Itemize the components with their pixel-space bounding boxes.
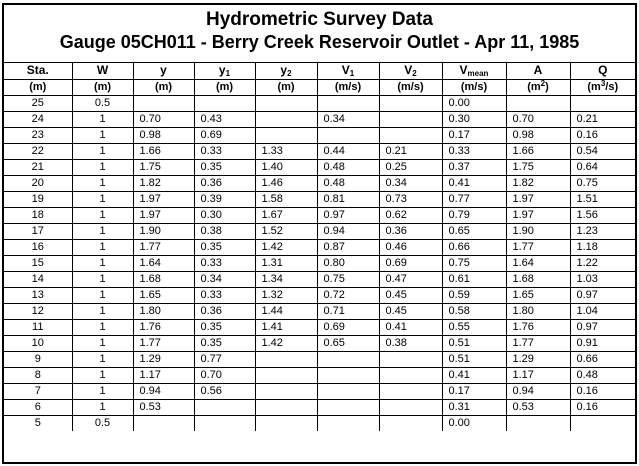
- column-unit-label: (m/s): [334, 80, 362, 93]
- cell-sta: 16: [4, 239, 72, 255]
- column-header-w: [72, 63, 133, 79]
- cell-a: 1.65: [506, 287, 570, 303]
- cell-w: 1: [72, 367, 133, 383]
- cell-vmean: 0.58: [442, 303, 506, 319]
- table-row: [4, 175, 635, 191]
- cell-y: 1.97: [133, 191, 194, 207]
- column-unit-tail: /s): [605, 80, 619, 93]
- column-header-q: [570, 63, 635, 79]
- cell-q: 0.91: [570, 335, 635, 351]
- cell-y: 0.94: [133, 383, 194, 399]
- table-row: [4, 287, 635, 303]
- column-header-y: [133, 63, 194, 79]
- table-title: Hydrometric Survey Data: [205, 9, 434, 30]
- cell-a: [506, 415, 570, 431]
- cell-y1: 0.34: [194, 271, 255, 287]
- cell-v2: 0.46: [379, 239, 442, 255]
- cell-v1: 0.65: [317, 335, 379, 351]
- cell-q: 0.66: [570, 351, 635, 367]
- cell-a: 1.17: [506, 367, 570, 383]
- table-row: [4, 143, 635, 159]
- cell-w: 0.5: [72, 95, 133, 111]
- column-unit-label: (m: [527, 80, 541, 93]
- header-row-labels: [4, 63, 635, 79]
- cell-w: 1: [72, 191, 133, 207]
- column-header-subscript: 1: [225, 69, 231, 79]
- cell-y: 1.80: [133, 303, 194, 319]
- column-unit-y1: [194, 79, 255, 95]
- cell-y2: [255, 399, 317, 415]
- cell-w: 1: [72, 399, 133, 415]
- table-header: [4, 63, 635, 95]
- column-header-subscript: 2: [412, 69, 417, 79]
- cell-v1: [317, 351, 379, 367]
- cell-sta: 11: [4, 319, 72, 335]
- cell-a: 1.29: [506, 351, 570, 367]
- cell-y: 1.64: [133, 255, 194, 271]
- table-body: [4, 95, 635, 431]
- cell-y2: 1.42: [255, 239, 317, 255]
- cell-w: 1: [72, 159, 133, 175]
- cell-w: 1: [72, 239, 133, 255]
- table-row: [4, 127, 635, 143]
- column-header-label: W: [96, 63, 109, 78]
- table-row: [4, 303, 635, 319]
- cell-q: 1.56: [570, 207, 635, 223]
- table-row: [4, 367, 635, 383]
- cell-v2: 0.36: [379, 223, 442, 239]
- column-header-label: A: [533, 63, 543, 78]
- column-header-subscript: mean: [467, 69, 489, 79]
- cell-q: 1.18: [570, 239, 635, 255]
- cell-vmean: 0.61: [442, 271, 506, 287]
- cell-v2: [379, 383, 442, 399]
- cell-v2: [379, 111, 442, 127]
- cell-v2: 0.45: [379, 287, 442, 303]
- cell-v1: 0.48: [317, 175, 379, 191]
- cell-q: 1.03: [570, 271, 635, 287]
- column-unit-v2: [379, 79, 442, 95]
- column-unit-superscript: 2: [540, 79, 546, 88]
- column-header-label: Q: [598, 63, 608, 78]
- column-unit-q: [570, 79, 635, 95]
- cell-y1: 0.35: [194, 239, 255, 255]
- column-unit-label: (m): [154, 80, 173, 93]
- cell-y1: 0.56: [194, 383, 255, 399]
- cell-w: 1: [72, 207, 133, 223]
- cell-vmean: 0.79: [442, 207, 506, 223]
- cell-v2: 0.34: [379, 175, 442, 191]
- cell-a: 1.77: [506, 239, 570, 255]
- cell-a: [506, 95, 570, 111]
- cell-y: 1.90: [133, 223, 194, 239]
- cell-y1: 0.77: [194, 351, 255, 367]
- column-header-subscript: 1: [349, 69, 355, 79]
- cell-v2: 0.73: [379, 191, 442, 207]
- cell-v2: 0.41: [379, 319, 442, 335]
- column-unit-y2: [255, 79, 317, 95]
- cell-a: 1.90: [506, 223, 570, 239]
- column-unit-label: (m/s): [460, 80, 488, 93]
- cell-y1: 0.30: [194, 207, 255, 223]
- cell-sta: 21: [4, 159, 72, 175]
- cell-v2: [379, 351, 442, 367]
- cell-q: [570, 415, 635, 431]
- table-row: [4, 351, 635, 367]
- cell-y: 1.68: [133, 271, 194, 287]
- cell-q: 0.64: [570, 159, 635, 175]
- cell-y: 1.77: [133, 239, 194, 255]
- cell-v1: [317, 399, 379, 415]
- cell-w: 1: [72, 287, 133, 303]
- column-unit-tail: ): [545, 80, 549, 93]
- cell-sta: 19: [4, 191, 72, 207]
- cell-v1: 0.75: [317, 271, 379, 287]
- cell-v2: 0.62: [379, 207, 442, 223]
- cell-y: 1.97: [133, 207, 194, 223]
- cell-sta: 5: [4, 415, 72, 431]
- cell-v1: [317, 383, 379, 399]
- cell-y1: 0.36: [194, 303, 255, 319]
- column-unit-label: (m): [93, 80, 112, 93]
- cell-q: 0.97: [570, 319, 635, 335]
- cell-sta: 23: [4, 127, 72, 143]
- cell-y1: 0.35: [194, 159, 255, 175]
- cell-vmean: 0.75: [442, 255, 506, 271]
- cell-q: 0.48: [570, 367, 635, 383]
- cell-y2: [255, 111, 317, 127]
- cell-y2: 1.46: [255, 175, 317, 191]
- cell-y: 1.82: [133, 175, 194, 191]
- cell-y: 1.17: [133, 367, 194, 383]
- cell-w: 1: [72, 335, 133, 351]
- column-header-y1: [194, 63, 255, 79]
- table-row: [4, 239, 635, 255]
- cell-vmean: 0.41: [442, 367, 506, 383]
- cell-a: 1.64: [506, 255, 570, 271]
- column-header-subscript: 2: [287, 69, 292, 79]
- cell-y2: [255, 415, 317, 431]
- cell-v1: [317, 415, 379, 431]
- column-unit-superscript: 3: [600, 79, 606, 88]
- column-header-v1: [317, 63, 379, 79]
- cell-v1: [317, 127, 379, 143]
- cell-v2: 0.47: [379, 271, 442, 287]
- table-row: [4, 383, 635, 399]
- table-row: [4, 95, 635, 111]
- cell-y2: 1.40: [255, 159, 317, 175]
- cell-q: 0.75: [570, 175, 635, 191]
- cell-vmean: 0.33: [442, 143, 506, 159]
- column-unit-v1: [317, 79, 379, 95]
- cell-w: 1: [72, 143, 133, 159]
- cell-y1: 0.35: [194, 319, 255, 335]
- cell-vmean: 0.31: [442, 399, 506, 415]
- cell-y: 0.53: [133, 399, 194, 415]
- column-header-label: y: [218, 63, 226, 78]
- cell-q: 1.51: [570, 191, 635, 207]
- column-header-label: V: [341, 63, 350, 78]
- cell-w: 1: [72, 127, 133, 143]
- cell-v2: 0.21: [379, 143, 442, 159]
- table-row: [4, 255, 635, 271]
- cell-w: 1: [72, 303, 133, 319]
- cell-v2: 0.38: [379, 335, 442, 351]
- cell-w: 1: [72, 111, 133, 127]
- column-unit-vmean: [442, 79, 506, 95]
- cell-sta: 10: [4, 335, 72, 351]
- cell-v2: [379, 367, 442, 383]
- table-row: [4, 399, 635, 415]
- table-row: [4, 271, 635, 287]
- column-unit-label: (m: [587, 80, 601, 93]
- cell-vmean: 0.17: [442, 127, 506, 143]
- cell-w: 1: [72, 351, 133, 367]
- cell-q: 0.16: [570, 127, 635, 143]
- cell-a: 0.53: [506, 399, 570, 415]
- table-row: [4, 223, 635, 239]
- cell-vmean: 0.66: [442, 239, 506, 255]
- cell-y1: 0.70: [194, 367, 255, 383]
- cell-y2: [255, 95, 317, 111]
- cell-vmean: 0.00: [442, 415, 506, 431]
- table-row: [4, 319, 635, 335]
- table-row: [4, 415, 635, 431]
- table-row: [4, 335, 635, 351]
- cell-y2: 1.52: [255, 223, 317, 239]
- cell-y: 1.65: [133, 287, 194, 303]
- cell-vmean: 0.77: [442, 191, 506, 207]
- cell-y1: 0.33: [194, 287, 255, 303]
- cell-sta: 17: [4, 223, 72, 239]
- cell-y: 1.66: [133, 143, 194, 159]
- cell-v1: 0.44: [317, 143, 379, 159]
- cell-a: 1.75: [506, 159, 570, 175]
- column-unit-label: (m): [277, 80, 295, 93]
- cell-sta: 8: [4, 367, 72, 383]
- cell-vmean: 0.65: [442, 223, 506, 239]
- cell-vmean: 0.00: [442, 95, 506, 111]
- cell-v2: [379, 399, 442, 415]
- cell-sta: 22: [4, 143, 72, 159]
- cell-vmean: 0.17: [442, 383, 506, 399]
- cell-a: 1.97: [506, 191, 570, 207]
- cell-y1: 0.36: [194, 175, 255, 191]
- column-header-a: [506, 63, 570, 79]
- cell-sta: 6: [4, 399, 72, 415]
- cell-y2: [255, 127, 317, 143]
- cell-y1: 0.33: [194, 255, 255, 271]
- cell-sta: 12: [4, 303, 72, 319]
- cell-y2: [255, 367, 317, 383]
- cell-vmean: 0.30: [442, 111, 506, 127]
- cell-y2: 1.58: [255, 191, 317, 207]
- cell-a: 1.97: [506, 207, 570, 223]
- cell-v1: 0.48: [317, 159, 379, 175]
- cell-y: [133, 415, 194, 431]
- column-unit-y: [133, 79, 194, 95]
- cell-sta: 20: [4, 175, 72, 191]
- cell-a: 0.98: [506, 127, 570, 143]
- column-header-label: y: [160, 63, 167, 78]
- cell-y: 1.77: [133, 335, 194, 351]
- column-header-vmean: [442, 63, 506, 79]
- column-header-label: V: [404, 63, 413, 78]
- column-header-y2: [255, 63, 317, 79]
- cell-v2: 0.25: [379, 159, 442, 175]
- cell-w: 1: [72, 223, 133, 239]
- cell-a: 0.70: [506, 111, 570, 127]
- table-row: [4, 111, 635, 127]
- cell-a: 1.76: [506, 319, 570, 335]
- cell-sta: 13: [4, 287, 72, 303]
- cell-y: 1.76: [133, 319, 194, 335]
- cell-vmean: 0.37: [442, 159, 506, 175]
- cell-a: 0.94: [506, 383, 570, 399]
- column-header-label: Sta.: [26, 63, 49, 78]
- column-header-label: V: [459, 63, 468, 78]
- cell-w: 1: [72, 383, 133, 399]
- cell-q: 1.23: [570, 223, 635, 239]
- cell-sta: 7: [4, 383, 72, 399]
- cell-y2: [255, 383, 317, 399]
- cell-y1: 0.33: [194, 143, 255, 159]
- cell-a: 1.82: [506, 175, 570, 191]
- cell-sta: 25: [4, 95, 72, 111]
- cell-y2: 1.67: [255, 207, 317, 223]
- cell-v1: 0.97: [317, 207, 379, 223]
- column-header-label: y: [280, 63, 288, 78]
- cell-a: 1.66: [506, 143, 570, 159]
- cell-w: 1: [72, 255, 133, 271]
- column-header-v2: [379, 63, 442, 79]
- column-unit-a: [506, 79, 570, 95]
- survey-table: [4, 63, 635, 431]
- cell-y2: 1.33: [255, 143, 317, 159]
- cell-a: 1.77: [506, 335, 570, 351]
- cell-w: 1: [72, 175, 133, 191]
- cell-w: 1: [72, 319, 133, 335]
- cell-q: 0.21: [570, 111, 635, 127]
- cell-sta: 9: [4, 351, 72, 367]
- cell-y2: 1.44: [255, 303, 317, 319]
- cell-y1: 0.69: [194, 127, 255, 143]
- cell-vmean: 0.59: [442, 287, 506, 303]
- cell-v2: [379, 127, 442, 143]
- cell-v1: 0.72: [317, 287, 379, 303]
- cell-y: 1.75: [133, 159, 194, 175]
- title-block: [4, 5, 635, 63]
- cell-v1: 0.69: [317, 319, 379, 335]
- cell-y1: 0.38: [194, 223, 255, 239]
- cell-w: 0.5: [72, 415, 133, 431]
- cell-a: 1.80: [506, 303, 570, 319]
- cell-q: [570, 95, 635, 111]
- cell-sta: 14: [4, 271, 72, 287]
- cell-q: 0.97: [570, 287, 635, 303]
- column-header-sta: [4, 63, 72, 79]
- column-unit-label: (m): [29, 80, 47, 93]
- cell-a: 1.68: [506, 271, 570, 287]
- cell-v2: 0.69: [379, 255, 442, 271]
- cell-vmean: 0.51: [442, 351, 506, 367]
- cell-v1: [317, 367, 379, 383]
- table-row: [4, 207, 635, 223]
- table-subtitle: Gauge 05CH011 - Berry Creek Reservoir Outlet - Apr 11, 1985: [59, 32, 580, 52]
- cell-y1: 0.39: [194, 191, 255, 207]
- cell-v2: [379, 415, 442, 431]
- cell-q: 0.16: [570, 383, 635, 399]
- cell-y2: [255, 351, 317, 367]
- survey-data-sheet: [2, 3, 637, 464]
- cell-v1: [317, 95, 379, 111]
- cell-q: 0.54: [570, 143, 635, 159]
- cell-vmean: 0.41: [442, 175, 506, 191]
- column-unit-sta: [4, 79, 72, 95]
- cell-q: 0.16: [570, 399, 635, 415]
- cell-v1: 0.94: [317, 223, 379, 239]
- cell-vmean: 0.51: [442, 335, 506, 351]
- table-row: [4, 191, 635, 207]
- cell-y: 1.29: [133, 351, 194, 367]
- column-unit-w: [72, 79, 133, 95]
- cell-y2: 1.32: [255, 287, 317, 303]
- table-row: [4, 159, 635, 175]
- cell-q: 1.22: [570, 255, 635, 271]
- cell-v2: 0.45: [379, 303, 442, 319]
- cell-y: [133, 95, 194, 111]
- cell-vmean: 0.55: [442, 319, 506, 335]
- header-row-units: [4, 79, 635, 95]
- cell-v1: 0.71: [317, 303, 379, 319]
- cell-y1: 0.35: [194, 335, 255, 351]
- cell-y1: [194, 95, 255, 111]
- column-unit-label: (m/s): [397, 80, 424, 93]
- cell-y: 0.98: [133, 127, 194, 143]
- cell-v1: 0.34: [317, 111, 379, 127]
- cell-y1: 0.43: [194, 111, 255, 127]
- cell-sta: 15: [4, 255, 72, 271]
- cell-v1: 0.87: [317, 239, 379, 255]
- cell-y2: 1.31: [255, 255, 317, 271]
- cell-v1: 0.80: [317, 255, 379, 271]
- column-unit-label: (m): [215, 80, 234, 93]
- cell-y1: [194, 415, 255, 431]
- cell-y1: [194, 399, 255, 415]
- cell-w: 1: [72, 271, 133, 287]
- cell-sta: 18: [4, 207, 72, 223]
- cell-v1: 0.81: [317, 191, 379, 207]
- cell-q: 1.04: [570, 303, 635, 319]
- cell-y: 0.70: [133, 111, 194, 127]
- cell-y2: 1.41: [255, 319, 317, 335]
- cell-v2: [379, 95, 442, 111]
- cell-y2: 1.34: [255, 271, 317, 287]
- cell-y2: 1.42: [255, 335, 317, 351]
- cell-sta: 24: [4, 111, 72, 127]
